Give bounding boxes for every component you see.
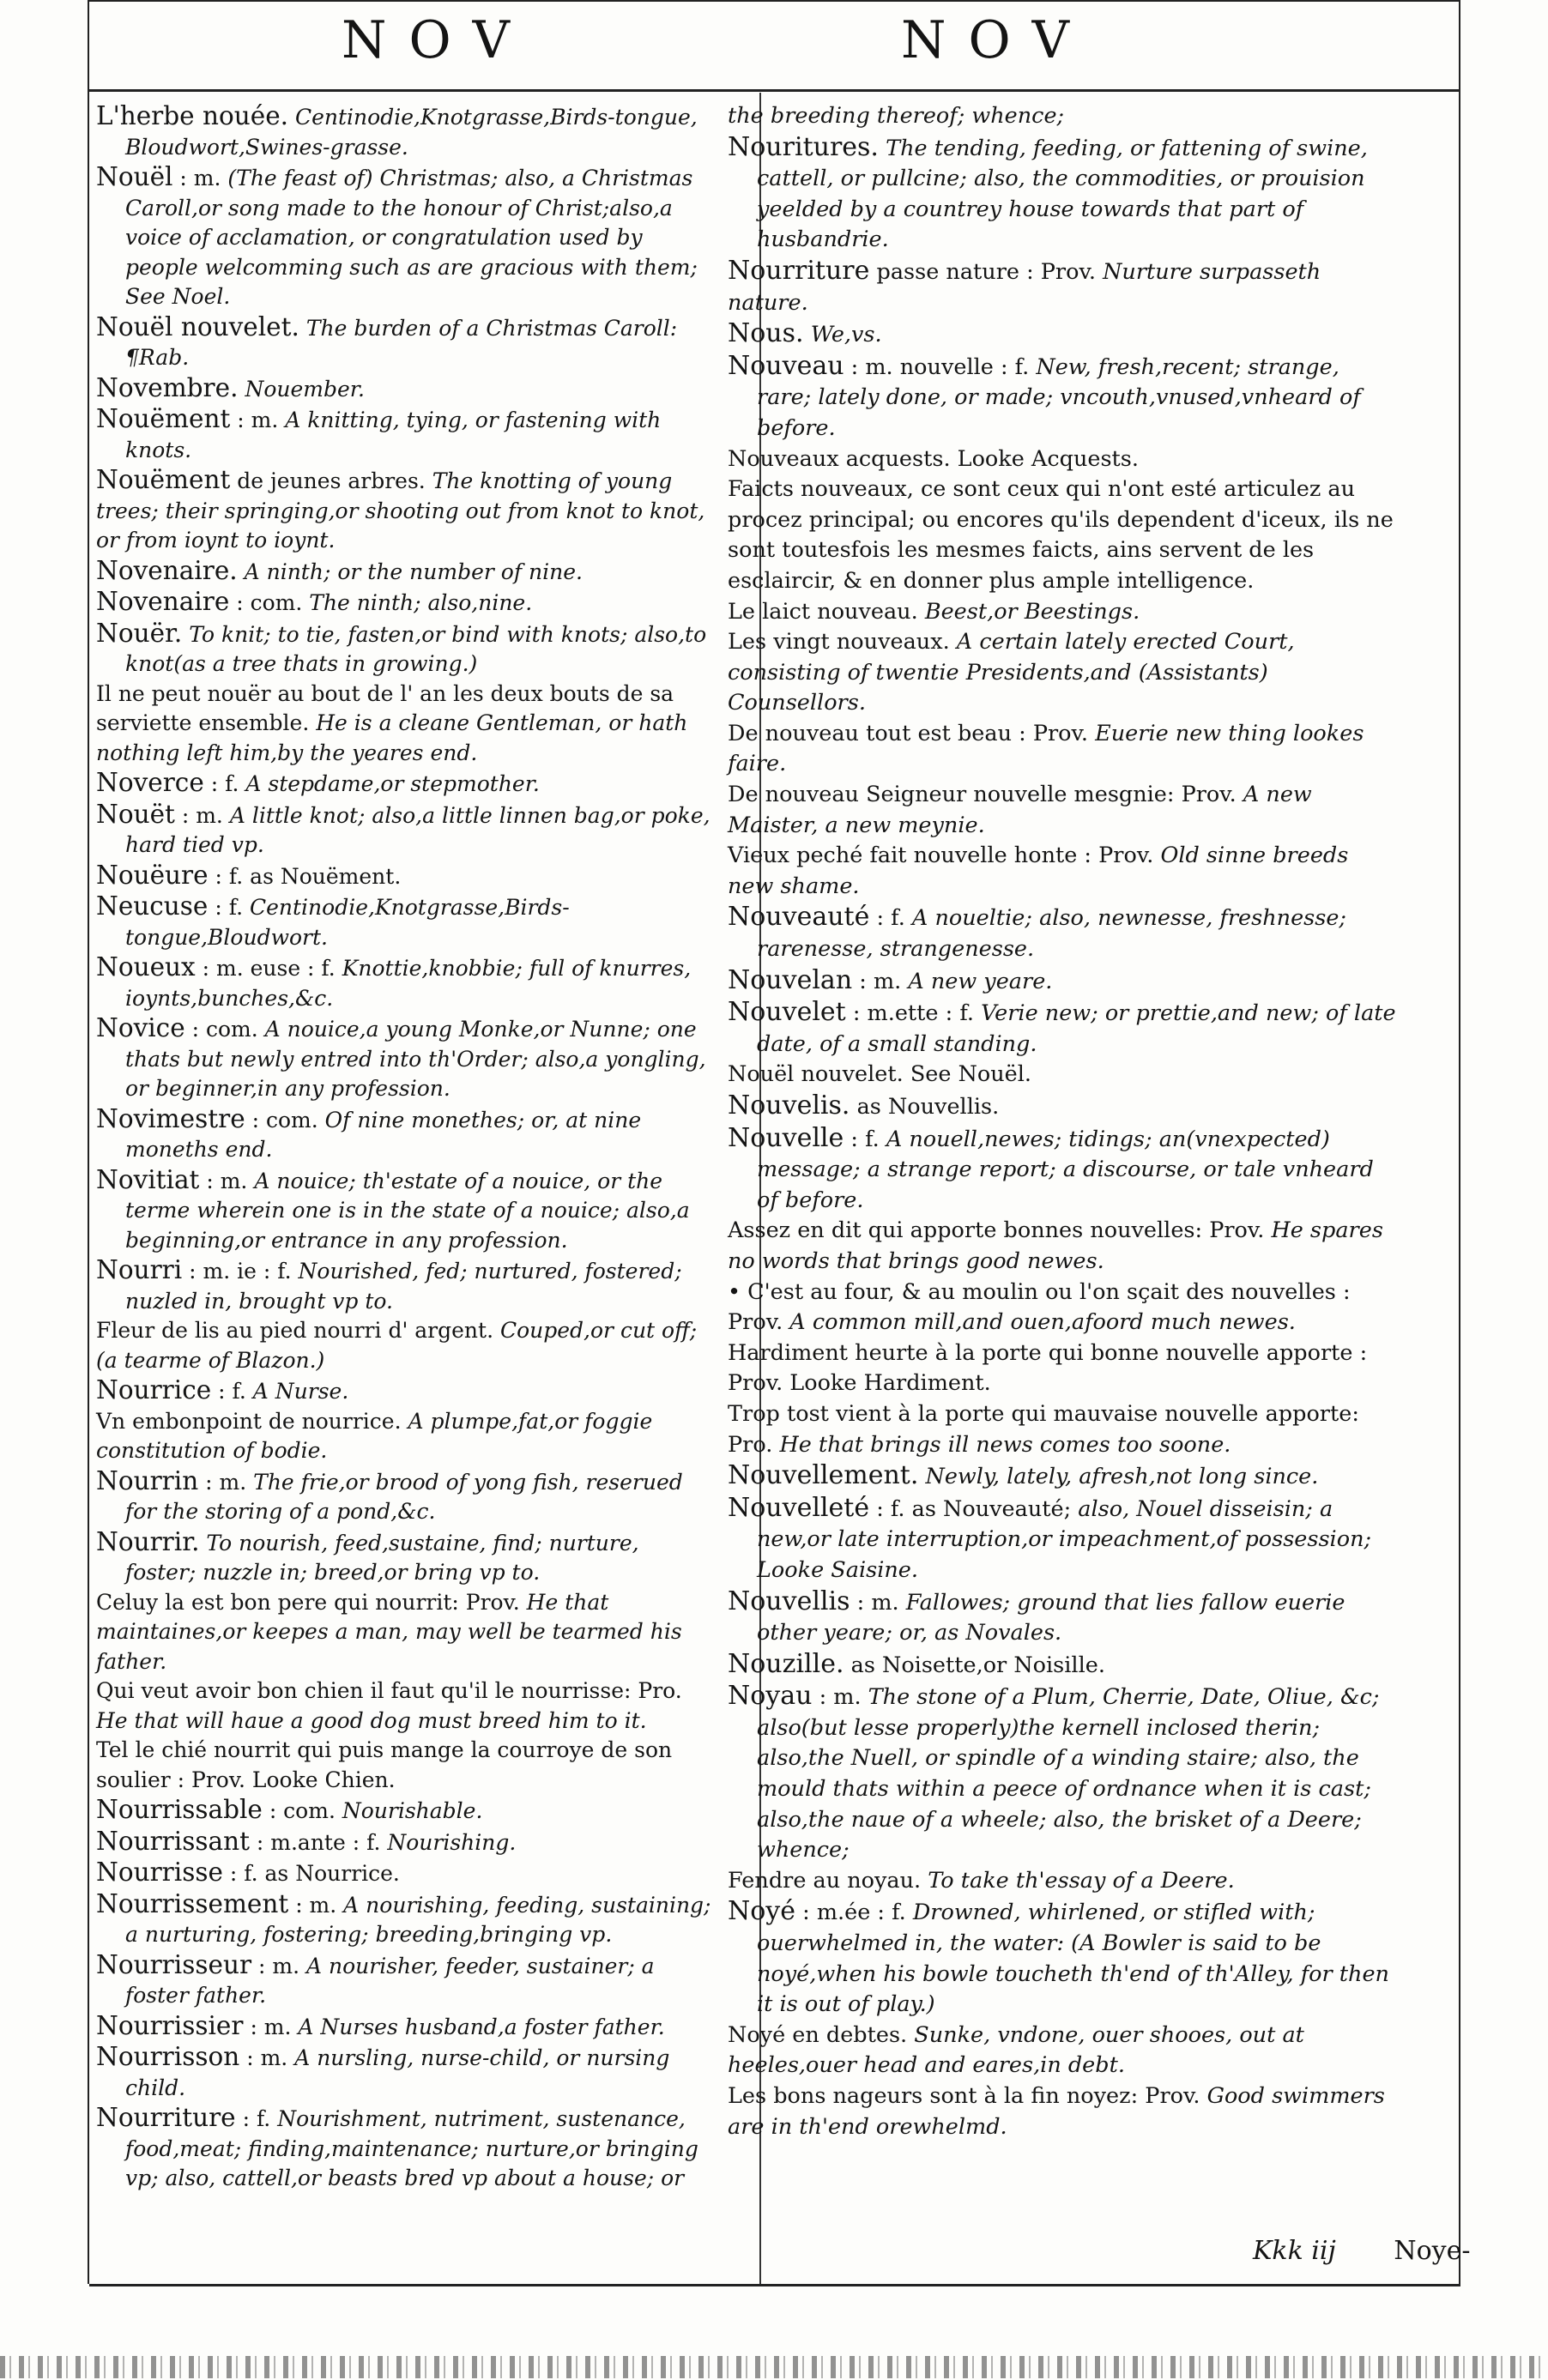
entry-headword: Nouët [96,799,175,829]
dictionary-entry [96,1013,714,1104]
dictionary-entry [728,965,1397,998]
entry-english-gloss: the breeding thereof; whence; [728,103,1065,129]
entry-french-text: De nouveau tout est beau : Prov. [728,720,1089,746]
entry-french-text: : f. [242,2106,271,2131]
dictionary-entry [728,1278,1397,1338]
entry-english-gloss: The ninth; also,nine. [309,590,533,615]
entry-english-gloss: Nouember. [245,376,365,402]
entry-headword: Nourrisson [96,2042,240,2071]
entry-english-gloss: Nourishing. [387,1829,517,1855]
entry-headword: Nouvellement. [728,1460,919,1491]
header-rule [89,89,1459,92]
entry-headword: Noyé [728,1896,796,1927]
entry-french-text: Tel le chié nourrit qui puis mange la courroye de son soulier : Prov. Looke Chien. [96,1737,673,1792]
entry-headword: Nouvelleté [728,1492,870,1523]
entry-french-text: : m. [205,1469,247,1495]
entry-english-gloss: A noueltie; also, newnesse, freshnesse; rarenesse, strangenesse. [757,905,1347,963]
entry-french-text: • C'est au four, & au moulin ou l'on sçait des nouvelles : Prov. [728,1278,1351,1336]
dictionary-entry [96,1827,714,1858]
entry-headword: Nourrissement [96,1888,289,1918]
entry-english-gloss: Beest,or Beestings. [924,598,1140,625]
entry-headword: Nourriture [728,255,870,286]
entry-english-gloss: A plumpe,fat,or foggie constitution of bodie. [96,1408,653,1463]
entry-english-gloss: Nourished, fed; nurtured, fostered; nuzled in, brought vp to. [125,1259,682,1314]
entry-french-text: : m. [237,408,279,432]
entry-headword: Novimestre [96,1103,245,1133]
entry-english-gloss: Centinodie,Knotgrasse,Birds-tongue,Bloudwort. [125,895,570,950]
dictionary-entry [728,351,1397,444]
entry-english-gloss: Good swimmers are in th'end orewhelmd. [728,2083,1385,2140]
entry-english-gloss: The tending, feeding, or fattening of swine, cattell, or pullcine; also, the commodities, or prouision yeelded by a countrey house towards that part of husbandrie. [757,135,1368,253]
entry-english-gloss: A Nurse. [252,1379,349,1404]
dictionary-entry [96,861,714,892]
entry-english-gloss: Sunke, vndone, ouer shooes, out at heeles,ouer head and eares,in debt. [728,2021,1304,2079]
entry-headword: Novenaire. [96,555,238,585]
dictionary-entry [96,1375,714,1407]
entry-english-gloss: The frie,or brood of yong fish, reserued for the storing of a pond,&c. [125,1469,683,1524]
entry-french-text: : m. [859,968,902,994]
entry-english-gloss: A new yeare. [908,968,1053,994]
entry-french-text: Vn embonpoint de nourrice. [96,1408,402,1434]
entry-french-text: : f. as Nouëment. [215,863,402,889]
entry-english-gloss: Euerie new thing lookes faire. [728,720,1364,777]
entry-english-gloss: A nouell,newes; tidings; an(vnexpected) message; a strange report; a discourse, or tale vnheard of before. [757,1126,1374,1213]
dictionary-entry [728,841,1397,902]
entry-english-gloss: A common mill,and ouen,afoord much newes. [789,1309,1296,1336]
dictionary-entry [96,952,714,1013]
entry-french-text: : m. [250,2014,292,2039]
dictionary-entry [96,465,714,556]
running-head-right: NOV [901,10,1091,70]
entry-english-gloss: A ninth; or the number of nine. [244,559,583,584]
entry-french-text: Qui veut avoir bon chien il faut qu'il le nourrisse: Pro. [96,1678,682,1703]
dictionary-entry [728,1338,1397,1399]
dictionary-entry [728,1123,1397,1217]
entry-french-text: : f. [215,895,244,920]
entry-english-gloss: Knottie,knobbie; full of knurres, ioynts,bunches,&c. [125,956,692,1011]
entry-headword: Nouvellis [728,1586,850,1616]
dictionary-entry [96,1165,714,1256]
entry-english-gloss: Old sinne breeds new shame. [728,843,1349,899]
entry-english-gloss: A nouice; th'estate of a nouice, or the terme wherein one is in the state of a nouice; also,a beginning,or entrance in any profession. [125,1168,690,1253]
dictionary-entry [96,768,714,800]
entry-french-text: Fleur de lis au pied nourri d' argent. [96,1318,494,1343]
dictionary-entry [96,1588,714,1677]
entry-french-text: as Noisette,or Noisille. [850,1652,1105,1678]
dictionary-entry [728,1493,1397,1586]
entry-french-text: Nouël nouvelet. See Nouël. [728,1061,1032,1088]
entry-english-gloss: Fallowes; ground that lies fallow euerie other yeare; or, as Novales. [757,1589,1345,1646]
entry-english-gloss: Verie new; or prettie,and new; of late date, of a small standing. [757,1000,1396,1057]
entry-english-gloss: Nourishable. [342,1798,483,1823]
entry-french-text: : m. [246,2045,288,2070]
entry-english-gloss: (The feast of) Christmas; also, a Christmas Caroll,or song made to the honour of Christ;also,a voice of acclamation, or congratulation used by people welcomming such as are gracious with them; See Noel. [125,166,698,309]
entry-french-text: : com. [191,1017,258,1042]
entry-french-text: : m. [179,166,221,190]
entry-headword: Nourrice [96,1375,212,1404]
dictionary-entry [728,780,1397,841]
dictionary-entry [728,1060,1397,1090]
dictionary-entry [728,2081,1397,2142]
entry-english-gloss: He that will haue a good dog must breed him to it. [96,1707,647,1733]
entry-headword: Noueux [96,952,196,982]
dictionary-entry [728,101,1397,132]
dictionary-entry [96,1407,714,1466]
entry-french-text: : m. nouvelle : f. [850,353,1030,380]
entry-headword: Nouritures. [728,131,879,162]
entry-french-text: as Nouvellis. [856,1094,1000,1120]
entry-headword: Nourri [96,1255,183,1284]
dictionary-entry [728,474,1397,596]
running-head-left: NOV [342,10,532,70]
entry-headword: Nouël nouvelet. [96,311,299,341]
top-border-rule [88,0,1460,2]
dictionary-entry [728,1866,1397,1897]
entry-english-gloss: Centinodie,Knotgrasse,Birds-tongue, Bloudwort,Swines-grasse. [125,105,698,160]
entry-english-gloss: He that brings ill news comes too soone. [779,1431,1231,1458]
entry-headword: Nouëure [96,860,209,890]
dictionary-entry [96,1889,714,1950]
entry-french-text: : f. [210,771,239,796]
entry-french-text: : m. [819,1684,862,1711]
entry-french-text: : com. [251,1107,318,1133]
entry-headword: Nouveauté [728,902,870,933]
entry-french-text: : com. [269,1798,336,1823]
entry-english-gloss: A nouice,a young Monke,or Nunne; one thats but newly entred into th'Order; also,a yongling, or beginner,in any profession. [125,1017,706,1101]
entry-french-text: Faicts nouveaux, ce sont ceux qui n'ont esté articulez au procez principal; ou encores qu'ils dependent d'iceux, ils ne sont toutesfois les mesmes faicts, ains servent de les esclaircir, & en donner plus ample intelligence. [728,476,1394,594]
entry-french-text: Hardiment heurte à la porte qui bonne nouvelle apporte : Prov. Looke Hardiment. [728,1339,1368,1397]
dictionary-entry [96,2011,714,2043]
dictionary-entry [96,1527,714,1588]
entry-headword: Nourrisseur [96,1949,252,1979]
entry-french-text: Celuy la est bon pere qui nourrit: Prov. [96,1589,520,1615]
scan-edge-strip [0,2356,1548,2378]
entry-headword: Nouër. [96,618,183,648]
entry-english-gloss: Of nine monethes; or, at nine moneths end. [125,1107,642,1162]
entry-headword: Nouëment [96,404,231,433]
entry-french-text: : f. [850,1126,880,1152]
entry-headword: Nourrisse [96,1857,223,1887]
dictionary-entry [96,2042,714,2103]
dictionary-entry [96,800,714,861]
entry-english-gloss: also, Nouel disseisin; a new,or late interruption,or impeachment,of possession; Looke Saisine. [757,1495,1372,1583]
entry-headword: Nourrir. [96,1526,200,1556]
entry-french-text: : m.ée : f. [802,1900,906,1926]
entry-french-text: : m. [181,802,223,828]
entry-headword: Nouvelle [728,1122,844,1153]
entry-headword: Noyau [728,1681,813,1712]
entry-french-text: Assez en dit qui apporte bonnes nouvelles: Prov. [728,1217,1265,1244]
dictionary-entry [728,1460,1397,1493]
entry-headword: Novenaire [96,587,230,616]
entry-english-gloss: Couped,or cut off; (a tearme of Blazon.) [96,1318,698,1373]
right-column [728,101,1397,2142]
entry-headword: L'herbe nouée. [96,101,289,130]
entry-english-gloss: Nourishment, nutriment, sustenance, food,meat; finding,maintenance; nurture,or bringing vp; also, cattell,or beasts bred vp about a house; or [125,2106,698,2190]
entry-english-gloss: A Nurses husband,a foster father. [298,2014,665,2039]
entry-french-text: Il ne peut nouër au bout de l' an les deux bouts de sa serviette ensemble. [96,680,674,735]
entry-english-gloss: A stepdame,or stepmother. [245,771,540,796]
entry-headword: Nouël [96,162,173,191]
entry-english-gloss: He that maintaines,or keepes a man, may well be tearmed his father. [96,1589,682,1674]
entry-french-text: : m. ie : f. [189,1259,292,1284]
entry-french-text: Vieux peché fait nouvelle honte : Prov. [728,843,1154,869]
entry-french-text: Nouveaux acquests. Looke Acquests. [728,445,1139,472]
dictionary-entry [96,1795,714,1827]
entry-english-gloss: Newly, lately, afresh,not long since. [925,1464,1319,1490]
dictionary-entry [728,444,1397,475]
entry-headword: Nous. [728,318,804,349]
dictionary-entry [96,312,714,373]
dictionary-entry [96,619,714,680]
entry-french-text: : m.ette : f. [852,1000,974,1027]
entry-french-text: de jeunes arbres. [237,468,426,493]
entry-french-text: : f. as Nourrice. [229,1861,400,1886]
dictionary-entry [96,2103,714,2194]
entry-english-gloss: A knitting, tying, or fastening with knots. [125,408,662,462]
entry-headword: Nourrin [96,1465,199,1495]
bottom-border-rule [89,2284,1460,2286]
dictionary-entry [728,1399,1397,1460]
dictionary-entry [728,1090,1397,1123]
entry-english-gloss: New, fresh,recent; strange, rare; lately done, or made; vncouth,vnused,vnheard of before. [757,353,1361,441]
catchword: Noye- [1394,2236,1471,2266]
dictionary-entry [96,101,714,162]
entry-french-text: : com. [236,590,303,615]
dictionary-entry [728,256,1397,318]
entry-french-text: : f. as Nouveauté; [876,1495,1072,1522]
entry-headword: Nouvelan [728,964,853,995]
dictionary-entry [96,556,714,588]
dictionary-entry [728,132,1397,256]
entry-headword: Nouzille. [728,1648,844,1679]
entry-headword: Nouvelet [728,997,846,1028]
entry-french-text: : m. [295,1892,337,1918]
entry-french-text: Fendre au noyau. [728,1867,922,1894]
entry-french-text: Trop tost vient à la porte qui mauvaise nouvelle apporte: Pro. [728,1400,1359,1458]
left-column [96,101,714,2194]
entry-english-gloss: A nursling, nurse-child, or nursing child. [125,2045,670,2100]
dictionary-entry [96,1316,714,1375]
entry-headword: Nourrissant [96,1826,250,1856]
entry-english-gloss: He is a cleane Gentleman, or hath nothing left him,by the yeares end. [96,710,688,765]
dictionary-entry [96,680,714,769]
entry-french-text: : m. euse : f. [202,956,336,981]
dictionary-entry [728,318,1397,351]
entry-english-gloss: Nurture surpasseth nature. [728,258,1321,316]
dictionary-entry [96,587,714,619]
dictionary-entry [96,162,714,312]
dictionary-entry [96,1466,714,1527]
entry-english-gloss: A little knot; also,a little linnen bag,or poke, hard tied vp. [125,802,711,857]
entry-headword: Nourriture [96,2103,236,2132]
dictionary-entry [728,2021,1397,2081]
dictionary-entry [728,902,1397,964]
dictionary-entry [96,373,714,405]
page-footer [1253,2236,1471,2266]
dictionary-entry [728,719,1397,780]
entry-french-text: : m. [206,1168,248,1193]
entry-english-gloss: To knit; to tie, fasten,or bind with knots; also,to knot(as a tree thats in growing.) [125,621,707,676]
dictionary-entry [728,1681,1397,1866]
entry-english-gloss: We,vs. [810,322,882,348]
entry-french-text: : m.ante : f. [256,1829,381,1855]
entry-english-gloss: To take th'essay of a Deere. [928,1867,1235,1894]
signature-mark: Kkk iij [1253,2236,1336,2266]
entry-english-gloss: A nourishing, feeding, sustaining; a nurturing, fostering; breeding,bringing vp. [125,1892,711,1947]
entry-english-gloss: The knotting of young trees; their springing,or shooting out from knot to knot, or from ioynt to ioynt. [96,468,705,553]
dictionary-entry [96,1104,714,1165]
entry-english-gloss: A certain lately erected Court, consisting of twentie Presidents,and (Assistants) Counsellors. [728,629,1295,716]
entry-french-text: : f. [876,905,905,932]
entry-french-text: Le laict nouveau. [728,598,918,625]
entry-french-text: Les vingt nouveaux. [728,629,950,655]
entry-english-gloss: A nourisher, feeder, sustainer; a foster father. [125,1953,655,2008]
entry-french-text: Les bons nageurs sont à la fin noyez: Prov. [728,2083,1200,2109]
entry-french-text: : m. [856,1589,899,1616]
entry-english-gloss: To nourish, feed,sustaine, find; nurture, foster; nuzzle in; breed,or bring vp to. [125,1530,639,1585]
entry-headword: Noverce [96,768,204,797]
entry-english-gloss: The stone of a Plum, Cherrie, Date, Oliue, &c; also(but lesse properly)the kernell inclosed therin; also,the Nuell, or spindle of a winding staire; also, the mould thats within a peece of ordnance when it is cast; also,the naue of a wheele; also, the brisket of a Deere; whence; [757,1684,1380,1864]
dictionary-entry [728,1586,1397,1649]
dictionary-entry [96,1255,714,1316]
entry-headword: Nourrissier [96,2010,244,2040]
dictionary-entry [728,1649,1397,1682]
dictionary-entry [96,891,714,952]
dictionary-entry [728,997,1397,1060]
entry-english-gloss: A new Maister, a new meynie. [728,782,1312,838]
entry-headword: Novembre. [96,372,239,402]
entry-english-gloss: He spares no words that brings good newes. [728,1217,1383,1274]
entry-french-text: De nouveau Seigneur nouvelle mesgnie: Prov. [728,782,1237,808]
entry-english-gloss: The burden of a Christmas Caroll: ¶Rab. [125,315,678,370]
dictionary-entry [96,1950,714,2011]
dictionary-entry [728,1896,1397,2020]
entry-headword: Novitiat [96,1164,200,1194]
entry-headword: Neucuse [96,891,209,921]
dictionary-entry [728,1216,1397,1277]
left-border-rule [88,0,89,2284]
entry-english-gloss: Drowned, whirlened, or stifled with; ouerwhelmed in, the water: (A Bowler is said to be noyé,when his bowle toucheth th'end of th'Alley, for then it is out of play.) [757,1900,1389,2018]
dictionary-entry [96,1857,714,1889]
entry-headword: Novice [96,1013,185,1042]
dictionary-entry [728,597,1397,628]
entry-headword: Nouëment [96,465,231,494]
entry-headword: Nourrissable [96,1795,263,1824]
dictionary-entry [96,404,714,465]
dictionary-entry [728,627,1397,719]
entry-headword: Nouveau [728,350,844,381]
entry-headword: Nouvelis. [728,1090,850,1121]
entry-french-text: : m. [258,1953,300,1978]
entry-french-text: : f. [218,1379,246,1404]
right-border-rule [1459,0,1460,2284]
dictionary-entry [96,1736,714,1795]
dictionary-entry [96,1676,714,1736]
entry-french-text: passe nature : Prov. [876,258,1096,285]
entry-french-text: Noyé en debtes. [728,2021,908,2048]
